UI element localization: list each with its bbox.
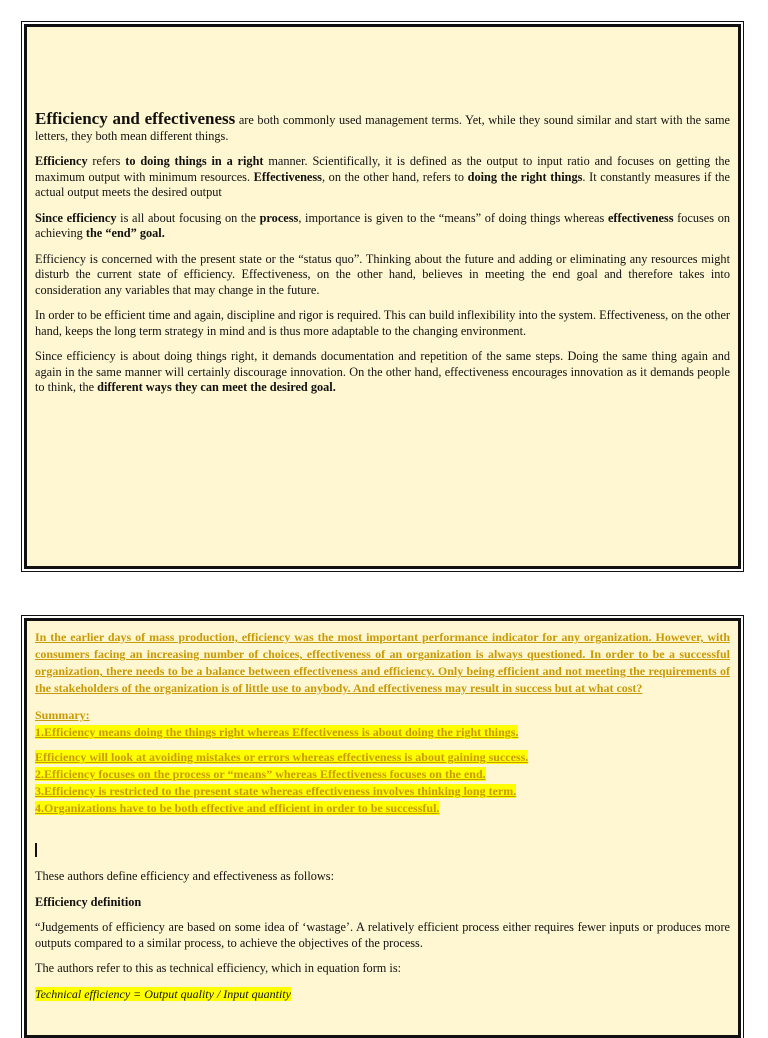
summary-item: 4.Organizations have to be both effective and efficient in order to be successful.	[35, 801, 440, 815]
p3-a: Since efficiency	[35, 210, 117, 225]
blank-gap	[35, 825, 730, 869]
p6-b: different ways they can meet the desired goal.	[97, 380, 336, 394]
status-quo-paragraph: Efficiency is concerned with the present state or the “status quo”. Thinking about the future and adding or eliminating any resources might disturb the current state of efficiency. Effectiveness, on the other hand, believes in meeting the end goal and therefore takes into consideration any variables that may change in the future.	[35, 251, 730, 297]
equation: Technical efficiency = Output quality / Input quantity	[35, 986, 291, 1001]
p3-f: focuses on achieving	[35, 210, 731, 240]
p2-g: doing the right things	[467, 169, 583, 184]
p2-h: . It constantly measures if the actual output meets the desired output	[35, 169, 730, 199]
technical-efficiency-equation	[35, 987, 730, 1003]
p3-e: effectiveness	[607, 210, 674, 225]
efficiency-definition-paragraph	[35, 154, 730, 201]
def-heading: Efficiency definition	[35, 894, 142, 909]
authors-line: These authors define efficiency and effectiveness as follows:	[35, 869, 334, 883]
p3-g: the “end” goal.	[85, 226, 165, 240]
p2-b: refers	[87, 154, 126, 168]
p6-a: Since efficiency is about doing things right, it demands documentation and repetition of the same steps. Doing the same thing again and again in the same manner will certainly discourage innovation. On the other hand, effectiveness encourages innovation as it demands people to think, the	[35, 349, 730, 394]
summary-item-1: 1.Efficiency means doing the things right whereas Effectiveness is about doing the right things.	[35, 725, 519, 739]
intro-paragraph	[35, 111, 730, 144]
process-paragraph	[35, 211, 730, 242]
mass-production-paragraph: In the earlier days of mass production, efficiency was the most important performance indicator for any organization. However, with consumers facing an increasing number of choices, effectiveness of an organization is always questioned. In order to be a successful organization, there needs to be a balance between effectiveness and efficiency. Only being efficient and not meeting the requirements of the stakeholders of the organization is of little use to anybody. And effectiveness may result in success but at what cost?	[35, 630, 730, 695]
p3-d: , importance is given to the “means” of doing things whereas	[298, 210, 608, 225]
page-1-content	[35, 111, 730, 406]
document-page-1	[24, 24, 741, 569]
intro-lead: Efficiency and effectiveness	[35, 109, 236, 128]
definition-quote: “Judgements of efficiency are based on some idea of ‘wastage’. A relatively efficient process either requires fewer inputs or produces more outputs compared to a similar process, to achieve the objectives of the process.	[35, 920, 730, 950]
efficiency-definition-heading	[35, 895, 730, 911]
intro-rest: are both commonly used management terms. Yet, while they sound similar and start with the same letters, they both mean different things.	[35, 113, 730, 143]
document-page-2	[24, 618, 741, 1038]
p3-c: process	[259, 210, 299, 225]
summary-header-block	[35, 707, 730, 741]
summary-item: Efficiency will look at avoiding mistakes or errors whereas effectiveness is about gaining success.	[35, 750, 529, 764]
p2-f: , on the other hand, refers to	[321, 169, 468, 184]
summary-item: 3.Efficiency is restricted to the present state whereas effectiveness involves thinking long term.	[35, 784, 517, 798]
summary-item: 2.Efficiency focuses on the process or “means” whereas Effectiveness focuses on the end.	[35, 767, 486, 781]
authors-refer-line: The authors refer to this as technical efficiency, which in equation form is:	[35, 961, 402, 975]
summary-list	[35, 749, 730, 817]
text-cursor-mark	[35, 843, 37, 857]
p3-b: is all about focusing on the	[116, 210, 260, 225]
p2-d: manner. Scientifically, it is defined as the output to input ratio and focuses on getting the maximum output with minimum resources.	[35, 154, 730, 184]
innovation-paragraph	[35, 349, 730, 396]
discipline-paragraph: In order to be efficient time and again, discipline and rigor is required. This can build inflexibility into the system. Effectiveness, on the other hand, keeps the long term strategy in mind and is thus more adaptable to the changing environment.	[35, 308, 730, 338]
summary-label: Summary:	[35, 708, 90, 722]
page-2-content	[35, 629, 730, 1012]
p2-a: Efficiency	[35, 154, 88, 168]
p2-e: Effectiveness	[253, 169, 322, 184]
p2-c: to doing things in a right	[125, 154, 264, 168]
